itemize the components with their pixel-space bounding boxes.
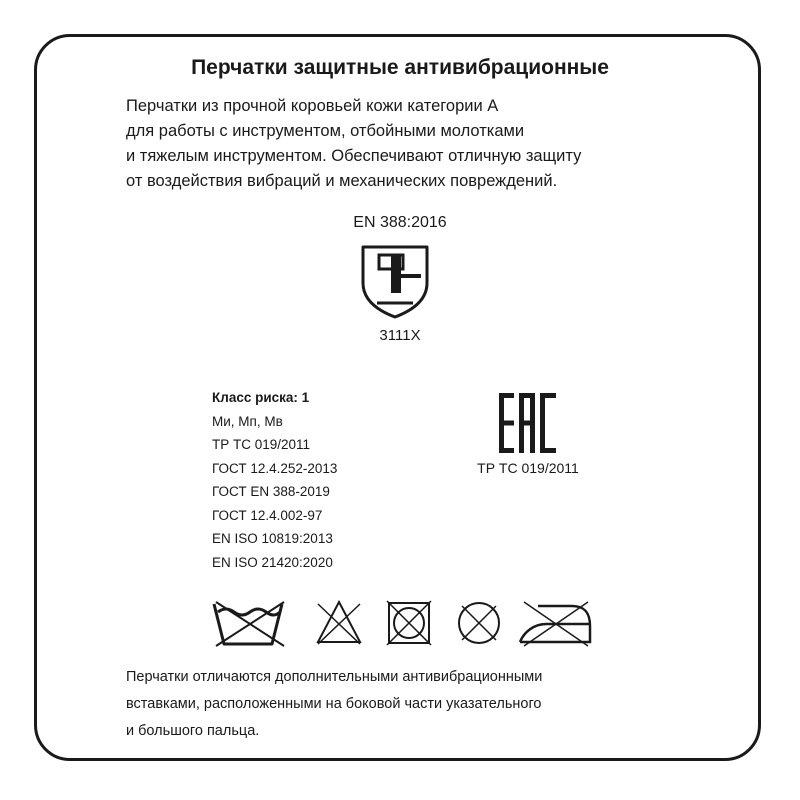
do-not-iron-icon: [516, 598, 596, 648]
spec-item: ГОСТ 12.4.252-2013: [212, 460, 338, 476]
spec-item: EN ISO 10819:2013: [212, 531, 333, 546]
protection-standard: EN 388:2016: [353, 214, 447, 231]
note-line: и большого пальца.: [126, 723, 260, 739]
product-note: [126, 664, 686, 745]
note-line: Перчатки отличаются дополнительными антивибрационными: [126, 669, 543, 685]
product-title: Перчатки защитные антивибрационные: [191, 56, 609, 79]
description-line: Перчатки из прочной коровьей кожи категории А: [126, 97, 499, 115]
do-not-tumble-dry-icon: [384, 598, 434, 648]
spec-item: EN ISO 21420:2020: [212, 554, 333, 570]
eac-caption: ТР ТС 019/2011: [477, 460, 579, 476]
description-line: для работы с инструментом, отбойными молотками: [126, 122, 525, 140]
protection-code: 3111X: [379, 327, 421, 344]
description-line: от воздействия вибраций и механических повреждений.: [126, 172, 558, 190]
eac-mark-icon: [497, 393, 559, 453]
spec-item: ГОСТ EN 388-2019: [212, 484, 330, 499]
product-description: [126, 94, 686, 194]
spec-list: [212, 388, 337, 576]
do-not-dry-clean-icon: [454, 598, 504, 648]
hammer-shield-icon: [357, 243, 433, 319]
do-not-bleach-icon: [314, 598, 364, 648]
spec-item: Ми, Мп, Мв: [212, 413, 283, 429]
spec-item: ГОСТ 12.4.002-97: [212, 507, 323, 523]
risk-class: Класс риска: 1: [212, 390, 310, 405]
description-line: и тяжелым инструментом. Обеспечивают отличную защиту: [126, 147, 582, 165]
care-symbols: [210, 598, 600, 648]
spec-item: ТР ТС 019/2011: [212, 437, 311, 452]
note-line: вставками, расположенными на боковой части указательного: [126, 696, 542, 712]
do-not-wash-icon: [210, 598, 294, 648]
